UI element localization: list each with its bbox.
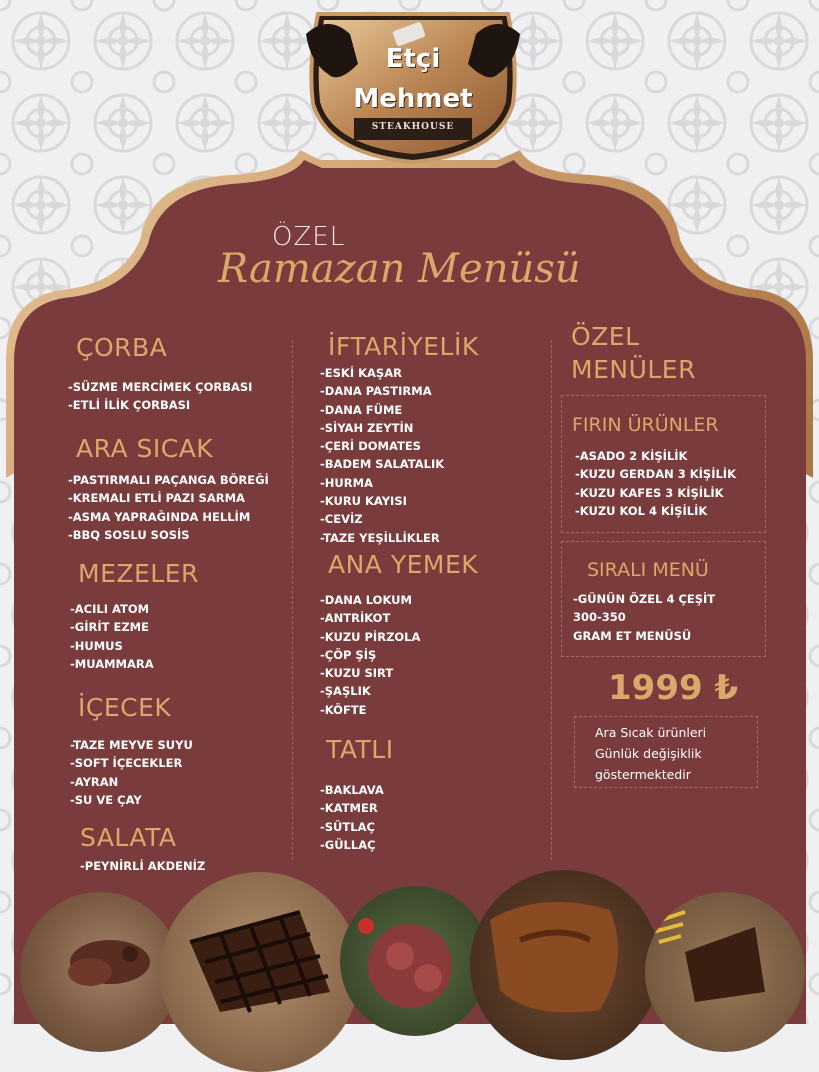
list-item: -GİRİT EZME: [70, 620, 149, 635]
brand-tagline: STEAKHOUSE: [356, 118, 470, 136]
list-item: -HURMA: [320, 475, 373, 490]
list-item: -KATMER: [320, 801, 378, 816]
list-item: -ETLİ İLİK ÇORBASI: [68, 398, 191, 413]
list-firin: [575, 447, 736, 520]
divider-left: [292, 340, 293, 860]
list-item: -ACILI ATOM: [70, 602, 150, 616]
list-salata: [80, 857, 205, 875]
list-item: -TAZE YEŞİLLİKLER: [320, 530, 440, 545]
food-photo-steak: [160, 872, 360, 1072]
list-iftariyelik: [320, 364, 444, 547]
list-item: -KURU KAYISI: [320, 494, 407, 509]
divider-right: [551, 340, 552, 860]
heading-ara-sicak: ARA SICAK: [76, 434, 214, 463]
heading-sirali-menu: SIRALI MENÜ: [587, 559, 709, 581]
list-item: -HUMUS: [70, 638, 123, 653]
note: [595, 722, 706, 785]
list-item: -KREMALI ETLİ PAZI SARMA: [68, 491, 245, 506]
list-item: -ASMA YAPRAĞINDA HELLİM: [68, 509, 251, 524]
price: 1999 ₺: [608, 668, 739, 708]
list-item: -TAZE MEYVE SUYU: [70, 738, 193, 752]
list-item: -KUZU GERDAN 3 KİŞİLİK: [575, 467, 736, 482]
heading-firin-urunler: FIRIN ÜRÜNLER: [572, 414, 719, 436]
heading-ozel-menuler-line1: ÖZEL: [571, 322, 640, 351]
list-item: -KUZU KOL 4 KİŞİLİK: [575, 503, 708, 518]
list-item: -DANA FÜME: [320, 402, 403, 417]
note-line: Ara Sıcak ürünleri: [595, 725, 707, 740]
list-sirali: [573, 590, 715, 645]
heading-ozel-menuler: [571, 320, 696, 386]
list-item: -ASADO 2 KİŞİLİK: [575, 449, 688, 463]
list-ara-sicak: [68, 471, 269, 544]
list-tatli: [320, 781, 384, 854]
list-item: 300-350: [573, 610, 626, 625]
list-item: GRAM ET MENÜSÜ: [573, 628, 692, 643]
heading-tatli: TATLI: [326, 735, 394, 764]
steak-icon: [160, 872, 360, 1072]
list-item: -ÇÖP ŞİŞ: [320, 647, 377, 662]
heading-mezeler: MEZELER: [78, 559, 199, 588]
list-item: -ESKİ KAŞAR: [320, 366, 402, 380]
list-item: -KUZU PİRZOLA: [320, 629, 421, 644]
note-line: Günlük değişiklik: [595, 746, 702, 761]
food-photo-steak-fries: [645, 892, 805, 1052]
heading-iftariyelik: İFTARİYELİK: [328, 332, 479, 361]
list-item: -GÜLLAÇ: [320, 837, 376, 852]
list-ana-yemek: [320, 591, 420, 719]
pastirma-icon: [340, 886, 490, 1036]
brand-name-line2: Mehmet: [353, 84, 473, 114]
brand-name-line1: Etçi: [385, 44, 441, 74]
list-item: -SOFT İÇECEKLER: [70, 756, 183, 771]
list-corba: [68, 378, 252, 415]
list-item: -BAKLAVA: [320, 783, 384, 797]
food-photo-roast: [470, 870, 660, 1060]
calamari-icon: [20, 892, 180, 1052]
list-item: -ANTRİKOT: [320, 611, 391, 626]
brand-logo: [298, 4, 528, 164]
list-item: -DANA PASTIRMA: [320, 384, 432, 399]
list-item: -AYRAN: [70, 774, 119, 789]
list-item: -SU VE ÇAY: [70, 792, 142, 807]
heading-salata: SALATA: [80, 823, 177, 852]
list-item: -PASTIRMALI PAÇANGA BÖREĞİ: [68, 473, 269, 487]
list-item: -DANA LOKUM: [320, 593, 412, 607]
note-line: göstermektedir: [595, 767, 691, 782]
food-photo-calamari: [20, 892, 180, 1052]
steak-fries-icon: [645, 892, 805, 1052]
list-item: -ŞAŞLIK: [320, 684, 371, 699]
heading-icecek: İÇECEK: [78, 693, 172, 722]
list-item: -KÖFTE: [320, 702, 367, 717]
list-icecek: [70, 736, 193, 809]
list-item: -KUZU KAFES 3 KİŞİLİK: [575, 485, 724, 500]
title-script: Ramazan Menüsü: [218, 246, 581, 292]
list-item: -SİYAH ZEYTİN: [320, 420, 414, 435]
list-item: -CEVİZ: [320, 512, 363, 527]
title-prefix: ÖZEL: [272, 222, 346, 252]
list-item: -GÜNÜN ÖZEL 4 ÇEŞİT: [573, 592, 716, 606]
list-item: -ÇERİ DOMATES: [320, 439, 421, 454]
food-photo-pastirma: [340, 886, 490, 1036]
list-item: -MUAMMARA: [70, 656, 154, 671]
list-item: -BADEM SALATALIK: [320, 457, 445, 472]
list-item: -SÜZME MERCİMEK ÇORBASI: [68, 380, 253, 394]
heading-ozel-menuler-line2: MENÜLER: [571, 355, 696, 384]
heading-corba: ÇORBA: [76, 333, 168, 362]
roast-icon: [470, 870, 660, 1060]
list-item: -KUZU SIRT: [320, 666, 394, 681]
heading-ana-yemek: ANA YEMEK: [328, 550, 479, 579]
list-item: -PEYNİRLİ AKDENİZ: [80, 859, 206, 873]
list-item: -BBQ SOSLU SOSİS: [68, 527, 190, 542]
list-item: -SÜTLAÇ: [320, 819, 375, 834]
list-mezeler: [70, 600, 154, 673]
